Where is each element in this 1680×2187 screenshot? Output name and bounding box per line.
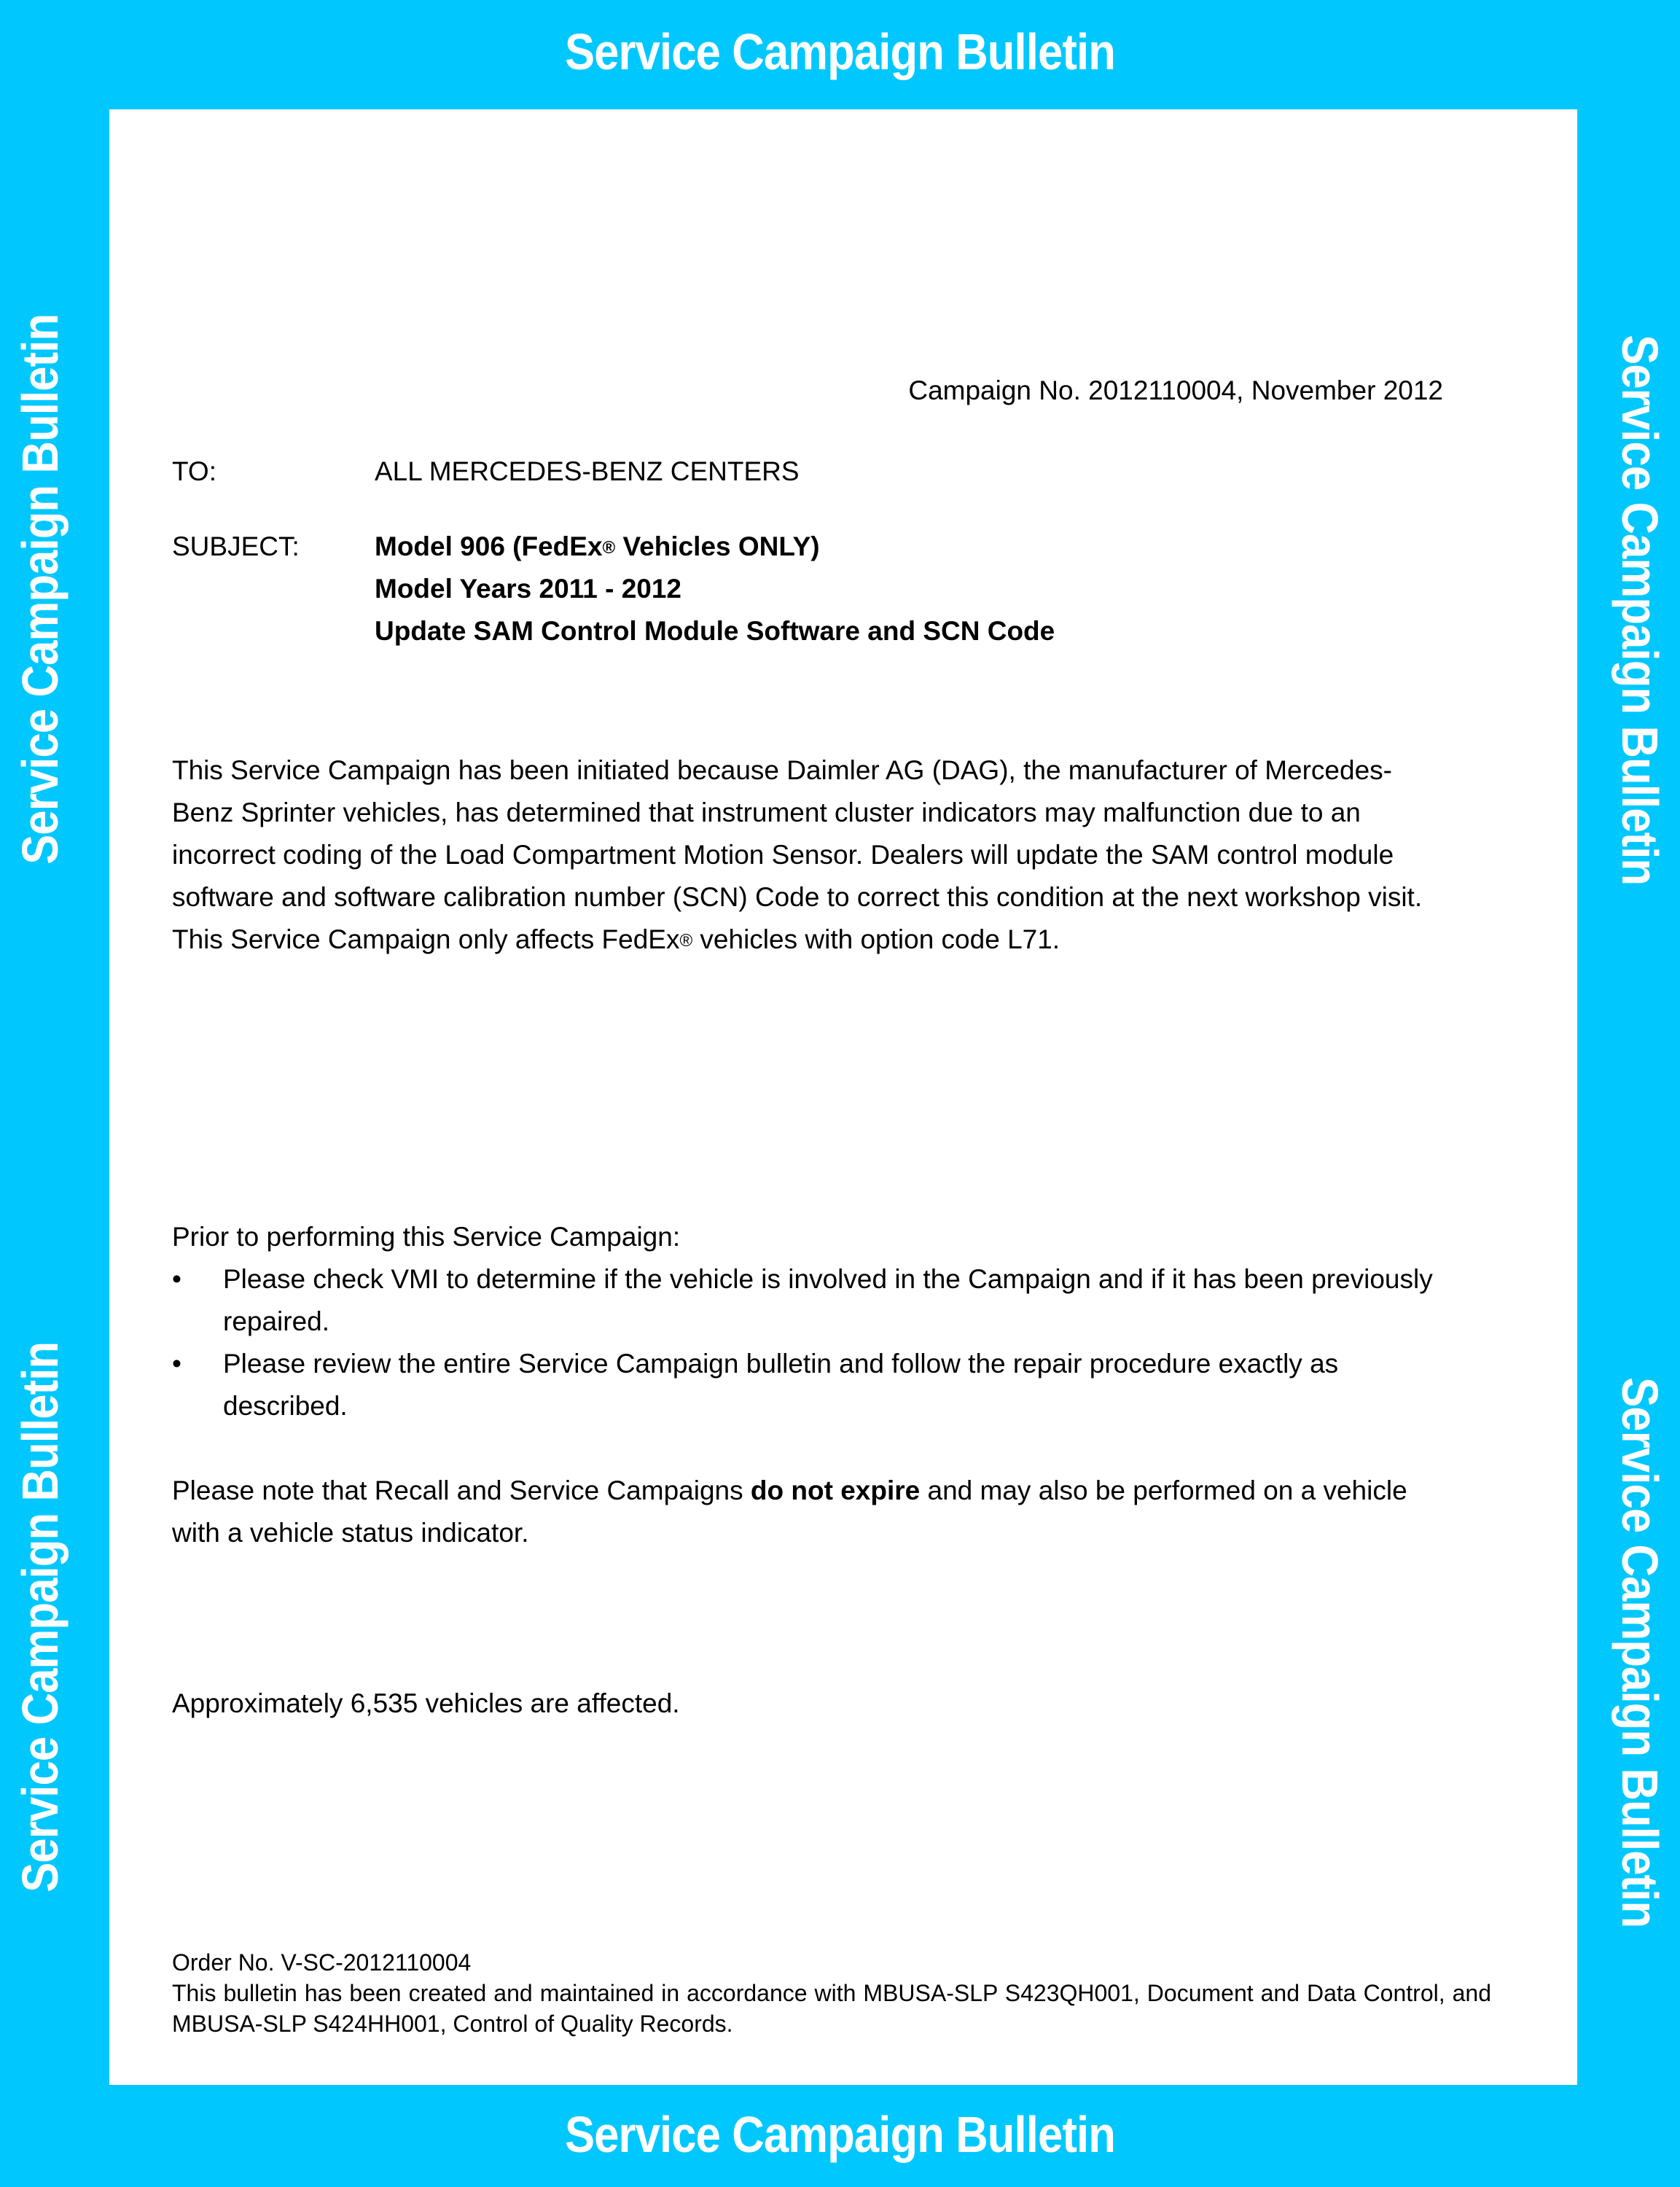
bullet-1-line-2: repaired. [223,1306,330,1336]
banner-left-lower: Service Campaign Bulletin [12,1341,69,1892]
intro-fedex-text: This Service Campaign only affects FedEx [172,924,680,954]
affected-count: Approximately 6,535 vehicles are affected. [172,1688,680,1718]
subject-line-2: Model Years 2011 - 2012 [375,574,682,604]
bullet-2-line-1: Please review the entire Service Campaign bulletin and follow the repair procedure exactly as [223,1349,1339,1379]
subject-line-3: Update SAM Control Module Software and SCN Code [375,616,1055,646]
subject-vehicles-only-text: Vehicles ONLY) [615,531,820,561]
banner-right-lower: Service Campaign Bulletin [1611,1377,1668,1928]
banner-right-upper: Service Campaign Bulletin [1611,335,1668,886]
intro-line-5 [172,919,1060,962]
order-number: Order No. V-SC-2012110004 [172,1949,472,1976]
intro-line-1: This Service Campaign has been initiated because Daimler AG (DAG), the manufacturer of Mercedes- [172,755,1392,785]
bullet-marker: • [172,1264,181,1294]
subject-model-text: Model 906 (FedEx [375,531,603,561]
intro-option-code-text: vehicles with option code L71. [692,924,1060,954]
intro-line-2: Benz Sprinter vehicles, has determined that instrument cluster indicators may malfunction due to an [172,798,1361,827]
subject-line-1 [375,526,820,569]
prior-heading: Prior to performing this Service Campaign: [172,1222,681,1252]
note-line-1 [172,1470,1407,1512]
intro-line-4: software and software calibration number (SCN) Code to correct this condition at the next workshop visit. [172,882,1423,912]
to-value: ALL MERCEDES-BENZ CENTERS [375,456,800,486]
banner-left-upper: Service Campaign Bulletin [12,313,69,865]
campaign-number: Campaign No. 2012110004, November 2012 [908,375,1443,405]
note-suffix-text: and may also be performed on a vehicle [920,1475,1407,1505]
intro-line-3: incorrect coding of the Load Compartment Motion Sensor. Dealers will update the SAM control module [172,840,1394,870]
bullet-1-line-1: Please check VMI to determine if the vehicle is involved in the Campaign and if it has been previously [223,1264,1433,1294]
note-do-not-expire: do not expire [750,1475,921,1505]
note-prefix-text: Please note that Recall and Service Campaigns [172,1475,751,1505]
to-label: TO: [172,456,216,486]
bullet-marker: • [172,1349,181,1379]
bullet-2-line-2: described. [223,1391,348,1421]
registered-mark: ® [679,931,693,951]
document-page [109,109,1577,2085]
registered-mark: ® [602,538,616,558]
note-line-2: with a vehicle status indicator. [172,1518,529,1548]
banner-bottom: Service Campaign Bulletin [564,2106,1116,2163]
banner-top: Service Campaign Bulletin [564,23,1116,80]
subject-label: SUBJECT: [172,531,300,561]
compliance-note: This bulletin has been created and maintained in accordance with MBUSA-SLP S423QH001, Document and Data Control, and MBUSA-SLP S424HH001, Control of Quality Records. [172,1980,1491,2037]
